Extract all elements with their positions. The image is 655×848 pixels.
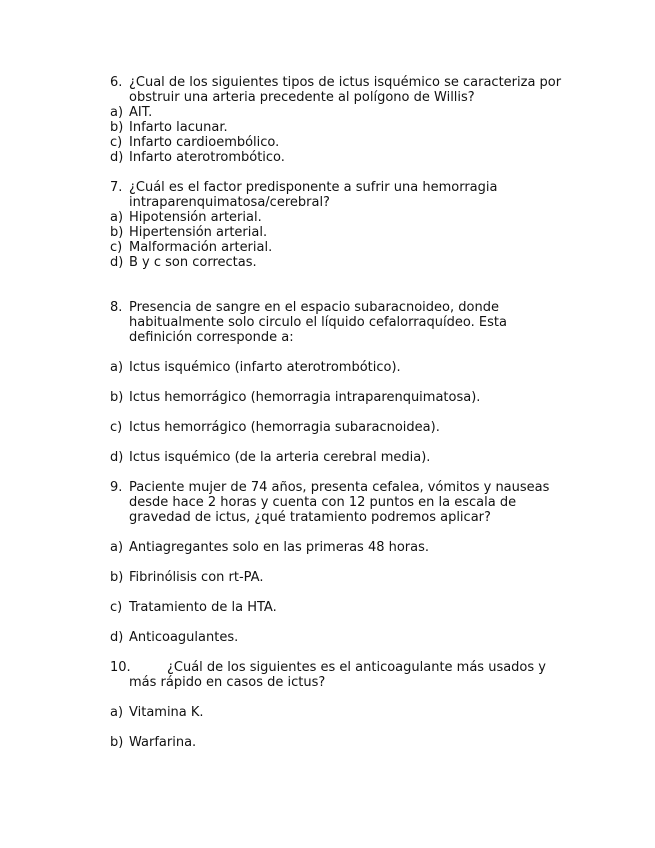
question-text-line: ¿Cuál es el factor predisponente a sufrir una hemorragia — [129, 180, 498, 195]
option-text: Infarto lacunar. — [129, 120, 228, 135]
option-letter: d) — [110, 255, 124, 270]
option-letter: a) — [110, 210, 124, 225]
option-text: Hipertensión arterial. — [129, 225, 268, 240]
option-text: Ictus hemorrágico (hemorragia subaracnoidea). — [129, 420, 440, 435]
option-text: Malformación arterial. — [129, 240, 273, 255]
option-letter: b) — [110, 390, 124, 405]
question-text-line: gravedad de ictus, ¿qué tratamiento podremos aplicar? — [129, 510, 491, 525]
question-text-line: Paciente mujer de 74 años, presenta cefalea, vómitos y nauseas — [129, 480, 550, 495]
option-text: Anticoagulantes. — [129, 630, 239, 645]
question-text-line: desde hace 2 horas y cuenta con 12 puntos en la escala de — [129, 495, 517, 510]
question-number: 10. — [110, 660, 131, 675]
option-text: B y c son correctas. — [129, 255, 257, 270]
option-text: AIT. — [129, 105, 153, 120]
option-letter: a) — [110, 360, 124, 375]
option-letter: d) — [110, 450, 124, 465]
option-text: Ictus hemorrágico (hemorragia intraparenquimatosa). — [129, 390, 481, 405]
question-text-line: ¿Cuál de los siguientes es el anticoagulante más usados y — [167, 660, 546, 675]
question-text-line: obstruir una arteria precedente al polígono de Willis? — [129, 90, 475, 105]
option-text: Warfarina. — [129, 735, 197, 750]
option-letter: d) — [110, 150, 124, 165]
option-letter: a) — [110, 540, 124, 555]
option-text: Hipotensión arterial. — [129, 210, 262, 225]
option-letter: c) — [110, 600, 123, 615]
option-letter: c) — [110, 240, 123, 255]
option-text: Infarto cardioembólico. — [129, 135, 280, 150]
question-number: 9. — [110, 480, 123, 495]
option-text: Infarto aterotrombótico. — [129, 150, 285, 165]
option-text: Vitamina K. — [129, 705, 204, 720]
option-letter: d) — [110, 630, 124, 645]
question-text-line: Presencia de sangre en el espacio subaracnoideo, donde — [129, 300, 499, 315]
option-letter: b) — [110, 570, 124, 585]
question-text-line: ¿Cual de los siguientes tipos de ictus isquémico se caracteriza por — [129, 75, 562, 90]
question-number: 7. — [110, 180, 123, 195]
question-text-line: más rápido en casos de ictus? — [129, 675, 326, 690]
option-letter: b) — [110, 120, 124, 135]
question-number: 6. — [110, 75, 123, 90]
option-letter: c) — [110, 420, 123, 435]
option-text: Antiagregantes solo en las primeras 48 horas. — [129, 540, 430, 555]
option-text: Tratamiento de la HTA. — [129, 600, 277, 615]
question-text-line: intraparenquimatosa/cerebral? — [129, 195, 330, 210]
question-number: 8. — [110, 300, 123, 315]
question-text-line: definición corresponde a: — [129, 330, 294, 345]
option-letter: c) — [110, 135, 123, 150]
option-text: Ictus isquémico (de la arteria cerebral media). — [129, 450, 431, 465]
option-text: Fibrinólisis con rt-PA. — [129, 570, 264, 585]
option-letter: b) — [110, 735, 124, 750]
option-letter: b) — [110, 225, 124, 240]
question-text-line: habitualmente solo circulo el líquido cefalorraquídeo. Esta — [129, 315, 507, 330]
option-letter: a) — [110, 705, 124, 720]
option-letter: a) — [110, 105, 124, 120]
option-text: Ictus isquémico (infarto aterotrombótico). — [129, 360, 401, 375]
